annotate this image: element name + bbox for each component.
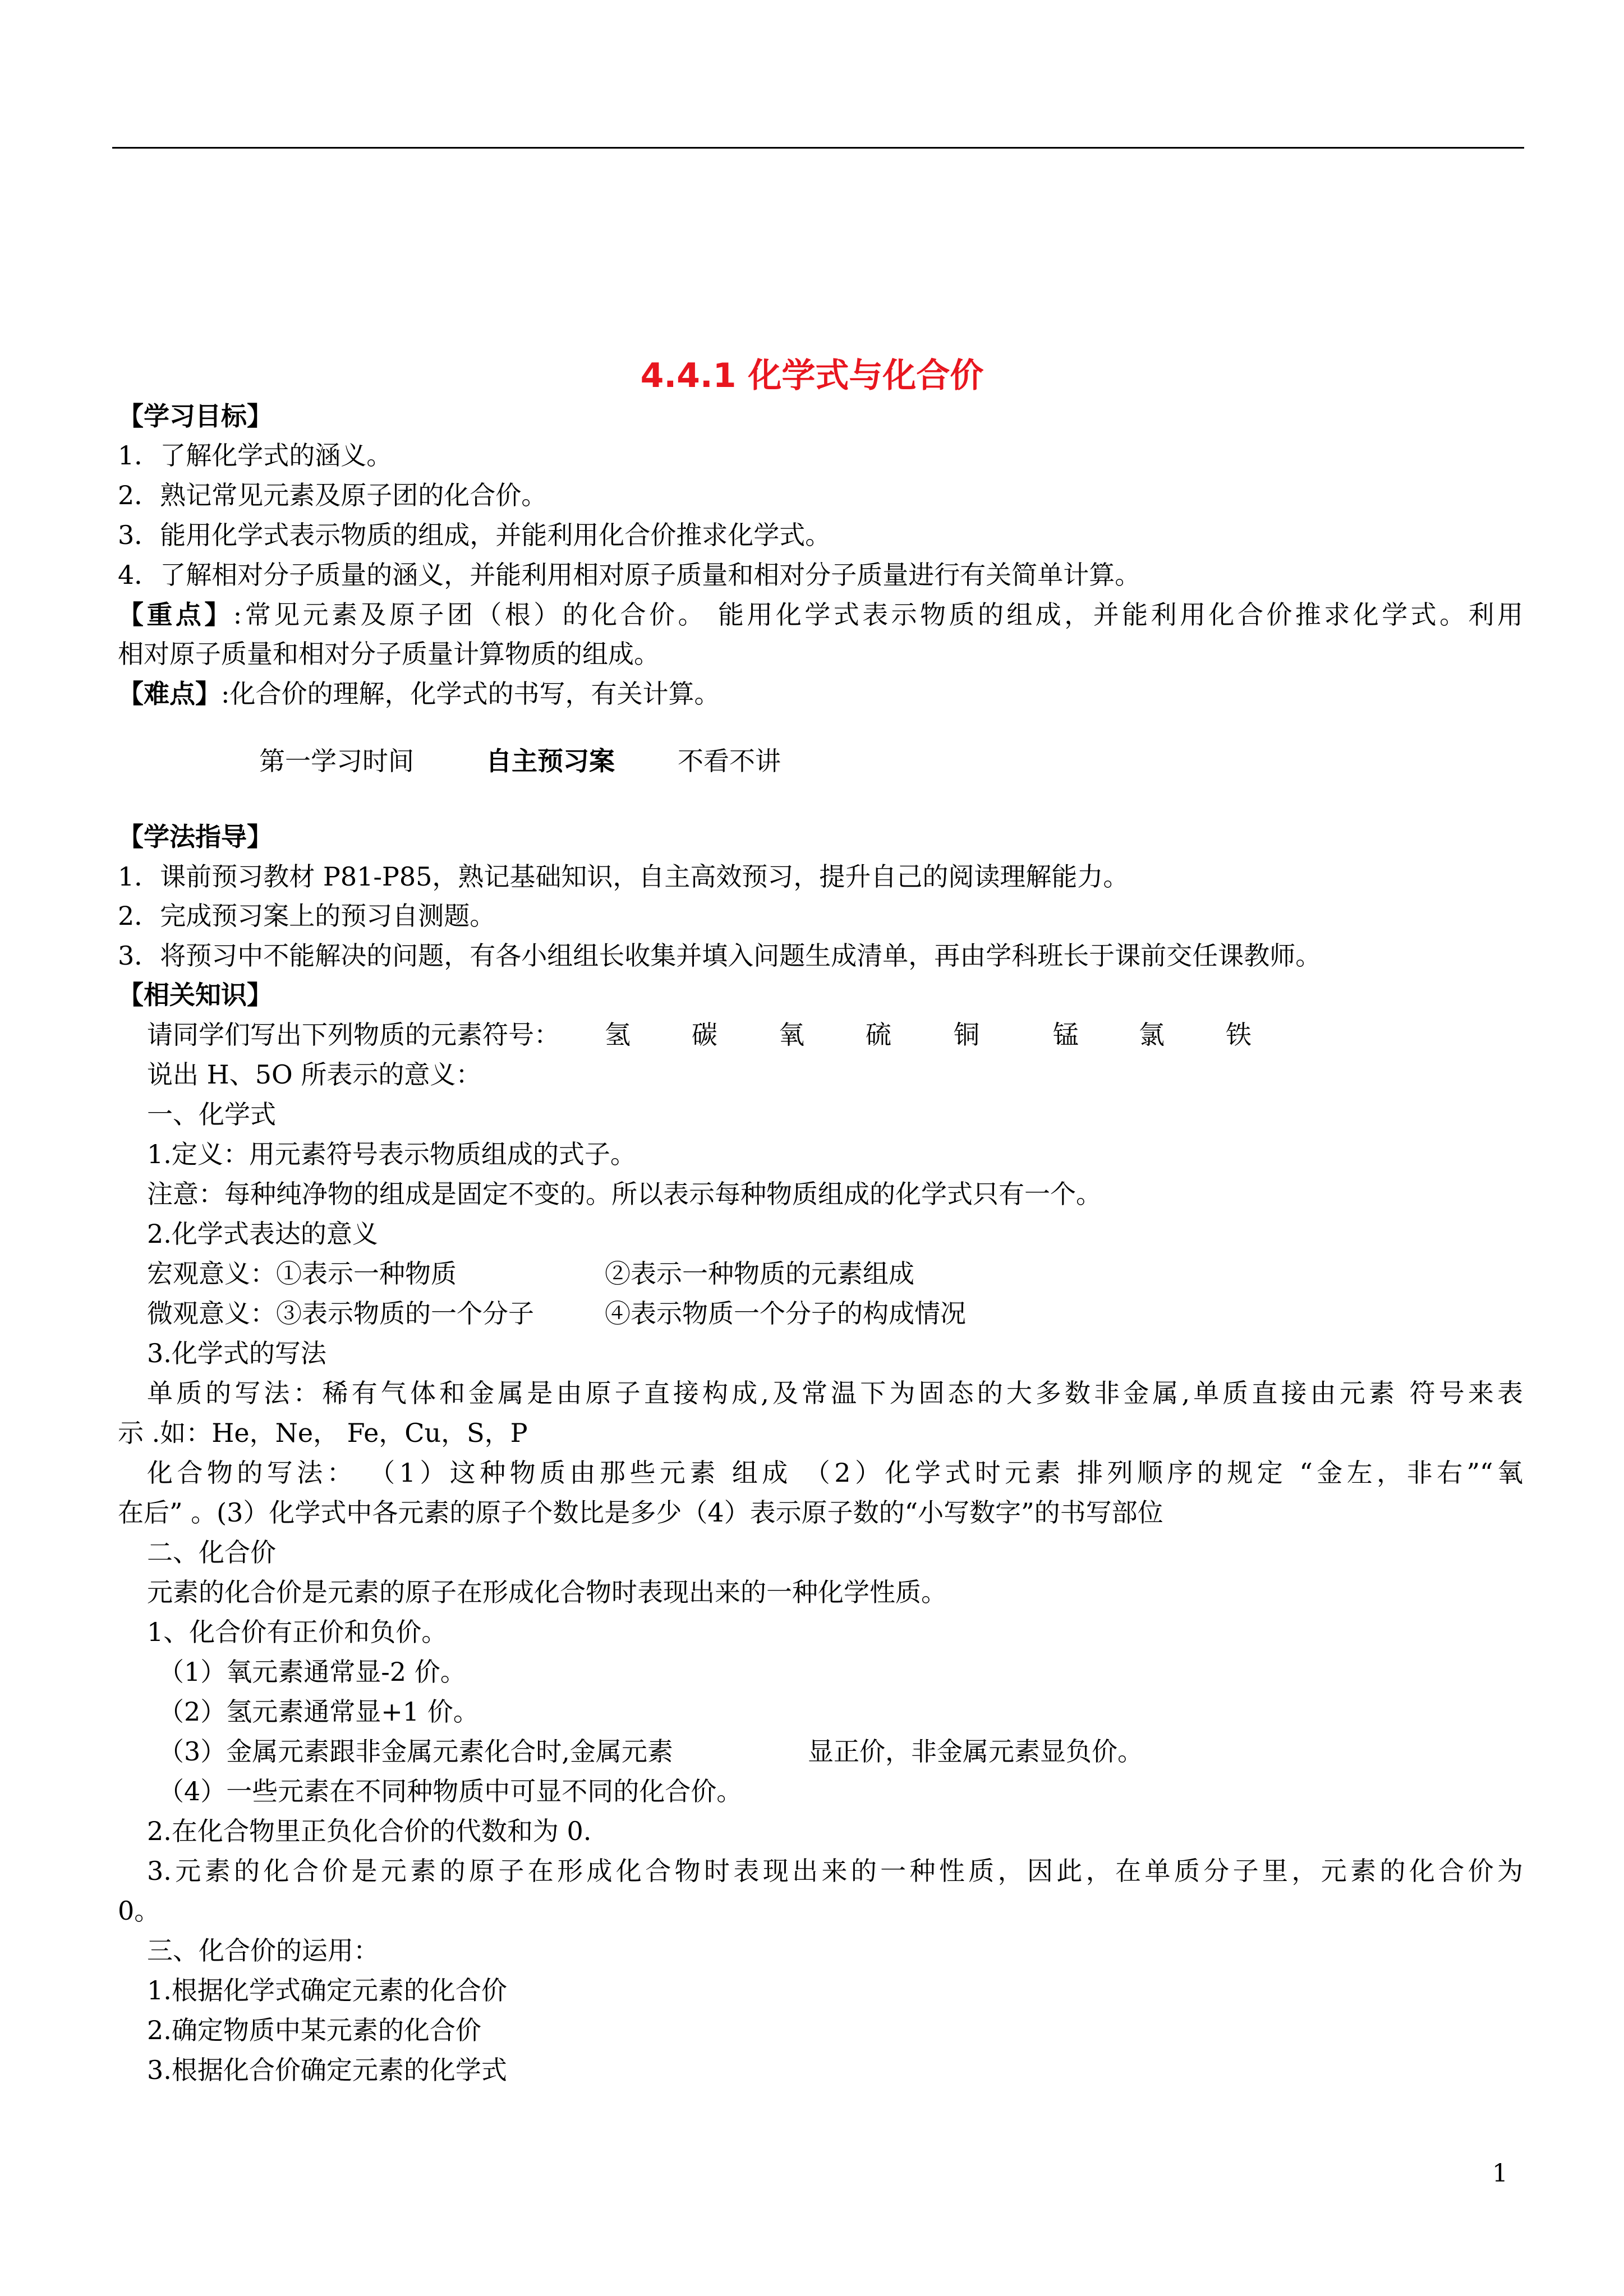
micro-meaning-b: ④表示物质一个分子的构成情况 — [605, 1298, 966, 1329]
valence-point: 2.在化合物里正负化合价的代数和为 0. — [147, 1816, 592, 1846]
valence-point-line-2: 0。 — [118, 1896, 160, 1926]
method-heading: 【学法指导】 — [118, 822, 273, 852]
macro-meaning-b: ②表示一种物质的元素组成 — [605, 1258, 914, 1289]
page-title: 4.4.1 化学式与化合价 — [640, 356, 984, 395]
session-part-2: 自主预习案 — [486, 746, 615, 776]
section-title: 一、化学式 — [147, 1099, 276, 1129]
valence-subpoint: （2）氢元素通常显+1 价。 — [158, 1696, 479, 1727]
method-item: 1．课前预习教材 P81-P85，熟记基础知识，自主高效预习，提升自己的阅读理解能力。 — [118, 861, 1129, 892]
session-part-3: 不看不讲 — [678, 746, 781, 776]
element-item: 硫 — [866, 1020, 891, 1050]
difficulty-text: :化合价的理解，化学式的书写，有关计算。 — [221, 679, 720, 709]
element-item: 碳 — [692, 1020, 717, 1050]
compound-writing-line-2: 在后” 。(3）化学式中各元素的原子个数比是多少（4）表示原子数的“小写数字”的书写部位 — [118, 1497, 1163, 1528]
valence-subpoint-a: （3）金属元素跟非金属元素化合时,金属元素 — [158, 1736, 673, 1767]
valence-subpoint: （4）一些元素在不同种物质中可显不同的化合价。 — [158, 1776, 743, 1806]
element-item: 铁 — [1226, 1020, 1252, 1050]
difficulty-label: 【难点】 — [118, 679, 221, 709]
element-writing-line-2: 示 .如：He，Ne， Fe，Cu，S，P — [118, 1418, 528, 1448]
element-writing-line-1: 单质的写法：稀有气体和金属是由原子直接构成,及常温下为固态的大多数非金属,单质直接由元素 符号来表 — [147, 1378, 1523, 1408]
difficulty-line — [118, 677, 1523, 711]
keypoint-label: 【重点】 — [118, 600, 233, 630]
keypoint-text: :常见元素及原子团（根）的化合价。 能用化学式表示物质的组成，并能利用化合价推求化学式。利用 — [233, 600, 1524, 630]
meaning-title: 2.化学式表达的意义 — [147, 1219, 378, 1249]
method-item: 3．将预习中不能解决的问题，有各小组组长收集并填入问题生成清单，再由学科班长于课前交任课教师。 — [118, 940, 1322, 971]
usage-item: 1.根据化学式确定元素的化合价 — [147, 1975, 507, 2005]
section-title: 三、化合价的运用： — [147, 1935, 379, 1966]
goal-item: 4．了解相对分子质量的涵义，并能利用相对原子质量和相对分子质量进行有关简单计算。 — [118, 560, 1141, 590]
section-title: 二、化合价 — [147, 1537, 276, 1567]
note-line: 注意：每种纯净物的组成是固定不变的。所以表示每种物质组成的化学式只有一个。 — [147, 1179, 1102, 1209]
goal-item: 2．熟记常见元素及原子团的化合价。 — [118, 480, 548, 510]
usage-item: 2.确定物质中某元素的化合价 — [147, 2015, 481, 2045]
element-item: 氧 — [779, 1020, 804, 1050]
compound-writing-line-1: 化合物的写法： （1）这种物质由那些元素 组成 （2）化学式时元素 排列顺序的规定 “金左，非右”“氧 — [147, 1458, 1523, 1488]
usage-item: 3.根据化合价确定元素的化学式 — [147, 2055, 507, 2085]
macro-meaning-a: 宏观意义：①表示一种物质 — [147, 1258, 457, 1289]
valence-subpoint: （1）氧元素通常显-2 价。 — [158, 1657, 466, 1687]
keypoint-line-2: 相对原子质量和相对分子质量计算物质的组成。 — [118, 639, 660, 669]
goals-heading: 【学习目标】 — [118, 401, 273, 431]
valence-definition: 元素的化合价是元素的原子在形成化合物时表现出来的一种化学性质。 — [147, 1577, 947, 1607]
method-item: 2．完成预习案上的预习自测题。 — [118, 901, 496, 931]
valence-point: 1、化合价有正价和负价。 — [147, 1617, 448, 1647]
session-part-1: 第一学习时间 — [259, 746, 414, 776]
header-rule — [112, 147, 1524, 149]
element-item: 铜 — [954, 1020, 979, 1050]
element-item: 锰 — [1053, 1020, 1079, 1050]
valence-subpoint-b: 显正价，非金属元素显负价。 — [808, 1736, 1143, 1767]
element-item: 氢 — [605, 1020, 631, 1050]
goal-item: 3．能用化学式表示物质的组成，并能利用化合价推求化学式。 — [118, 520, 831, 550]
keypoint-line — [118, 598, 1523, 631]
meaning-prompt: 说出 H、5O 所表示的意义： — [147, 1059, 482, 1090]
valence-point-line-1: 3.元素的化合价是元素的原子在形成化合物时表现出来的一种性质，因此，在单质分子里，元素的化合价为 — [147, 1856, 1523, 1886]
page-number: 1 — [1492, 2159, 1508, 2188]
symbols-prompt: 请同学们写出下列物质的元素符号： — [147, 1020, 560, 1050]
element-item: 氯 — [1139, 1020, 1165, 1050]
definition-line: 1.定义：用元素符号表示物质组成的式子。 — [147, 1139, 636, 1169]
related-heading: 【相关知识】 — [118, 980, 273, 1010]
writing-title: 3.化学式的写法 — [147, 1338, 326, 1368]
micro-meaning-a: 微观意义：③表示物质的一个分子 — [147, 1298, 534, 1329]
goal-item: 1．了解化学式的涵义。 — [118, 440, 393, 471]
